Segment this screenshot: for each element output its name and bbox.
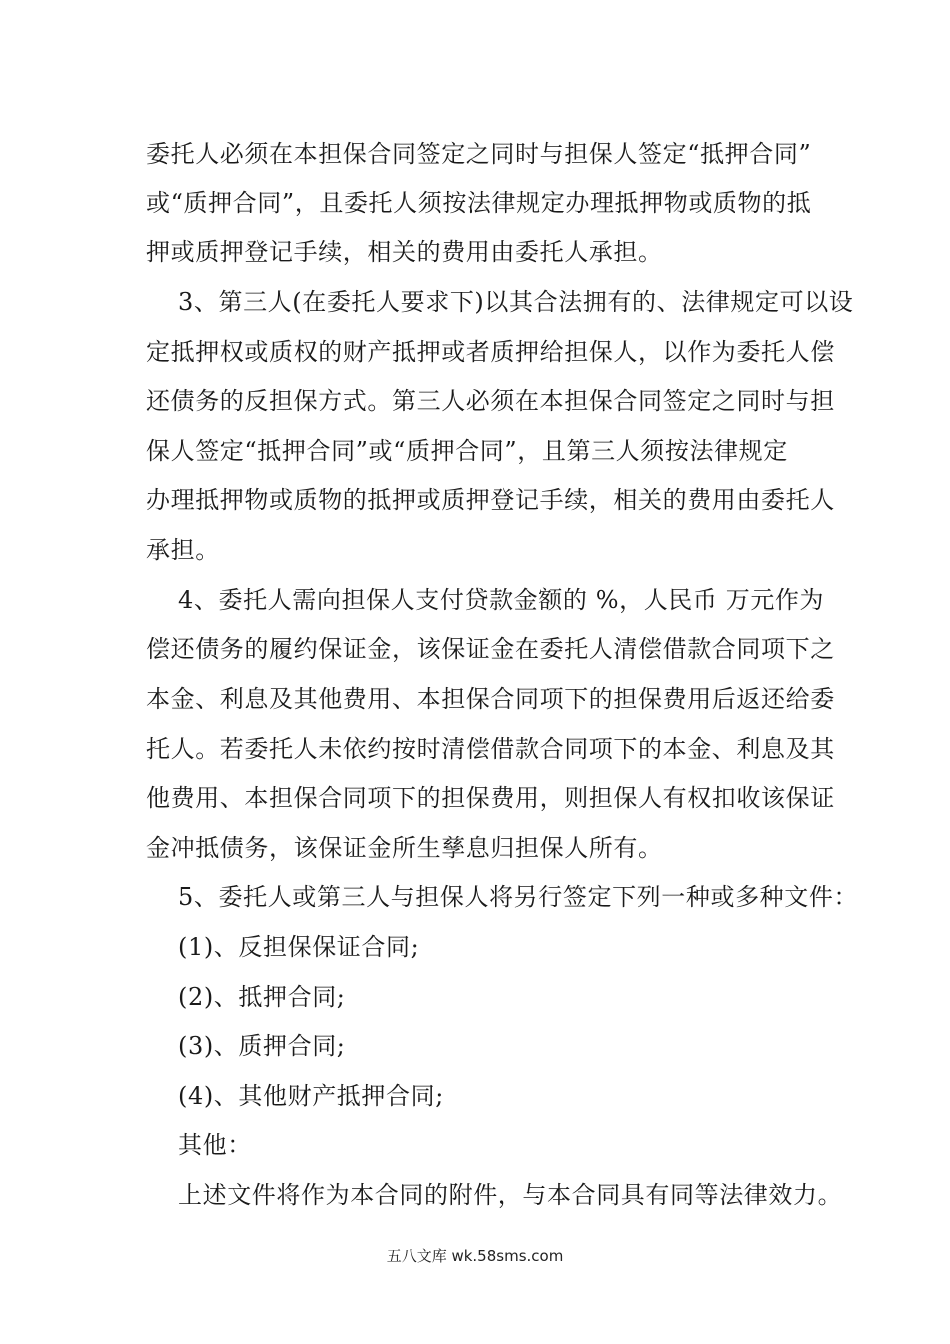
list-item: (1)、反担保保证合同; bbox=[178, 933, 420, 961]
page-footer: 五八文库 wk.58sms.com bbox=[386, 1247, 564, 1265]
paragraph-line: 他费用、本担保合同项下的担保费用，则担保人有权扣收该保证 bbox=[146, 784, 835, 812]
paragraph-line: 押或质押登记手续，相关的费用由委托人承担。 bbox=[146, 238, 663, 266]
paragraph-line: 托人。若委托人未依约按时清偿借款合同项下的本金、利息及其 bbox=[146, 735, 835, 763]
list-item: (4)、其他财产抵押合同; bbox=[178, 1082, 444, 1110]
paragraph-line: 金冲抵债务，该保证金所生孳息归担保人所有。 bbox=[146, 834, 663, 862]
paragraph-line: 偿还债务的履约保证金，该保证金在委托人清偿借款合同项下之 bbox=[146, 635, 835, 663]
list-item: (2)、抵押合同; bbox=[178, 983, 346, 1011]
paragraph-line: 定抵押权或质权的财产抵押或者质押给担保人，以作为委托人偿 bbox=[146, 338, 835, 366]
paragraph-line: 5、委托人或第三人与担保人将另行签定下列一种或多种文件： bbox=[178, 883, 859, 911]
paragraph-line: 还债务的反担保方式。第三人必须在本担保合同签定之同时与担 bbox=[146, 387, 835, 415]
list-item: (3)、质押合同; bbox=[178, 1032, 346, 1060]
paragraph-line: 3、第三人(在委托人要求下)以其合法拥有的、法律规定可以设 bbox=[178, 288, 854, 316]
paragraph-line: 办理抵押物或质物的抵押或质押登记手续，相关的费用由委托人 bbox=[146, 486, 835, 514]
paragraph-line: 保人签定“抵押合同”或“质押合同”，且第三人须按法律规定 bbox=[146, 437, 788, 465]
paragraph-line: 上述文件将作为本合同的附件，与本合同具有同等法律效力。 bbox=[178, 1181, 843, 1209]
paragraph-line: 其他： bbox=[178, 1131, 252, 1159]
paragraph-line: 4、委托人需向担保人支付贷款金额的 %，人民币 万元作为 bbox=[178, 586, 825, 614]
paragraph-line: 承担。 bbox=[146, 536, 220, 564]
paragraph-line: 委托人必须在本担保合同签定之同时与担保人签定“抵押合同” bbox=[146, 140, 812, 168]
paragraph-line: 本金、利息及其他费用、本担保合同项下的担保费用后返还给委 bbox=[146, 685, 835, 713]
paragraph-line: 或“质押合同”，且委托人须按法律规定办理抵押物或质物的抵 bbox=[146, 189, 812, 217]
